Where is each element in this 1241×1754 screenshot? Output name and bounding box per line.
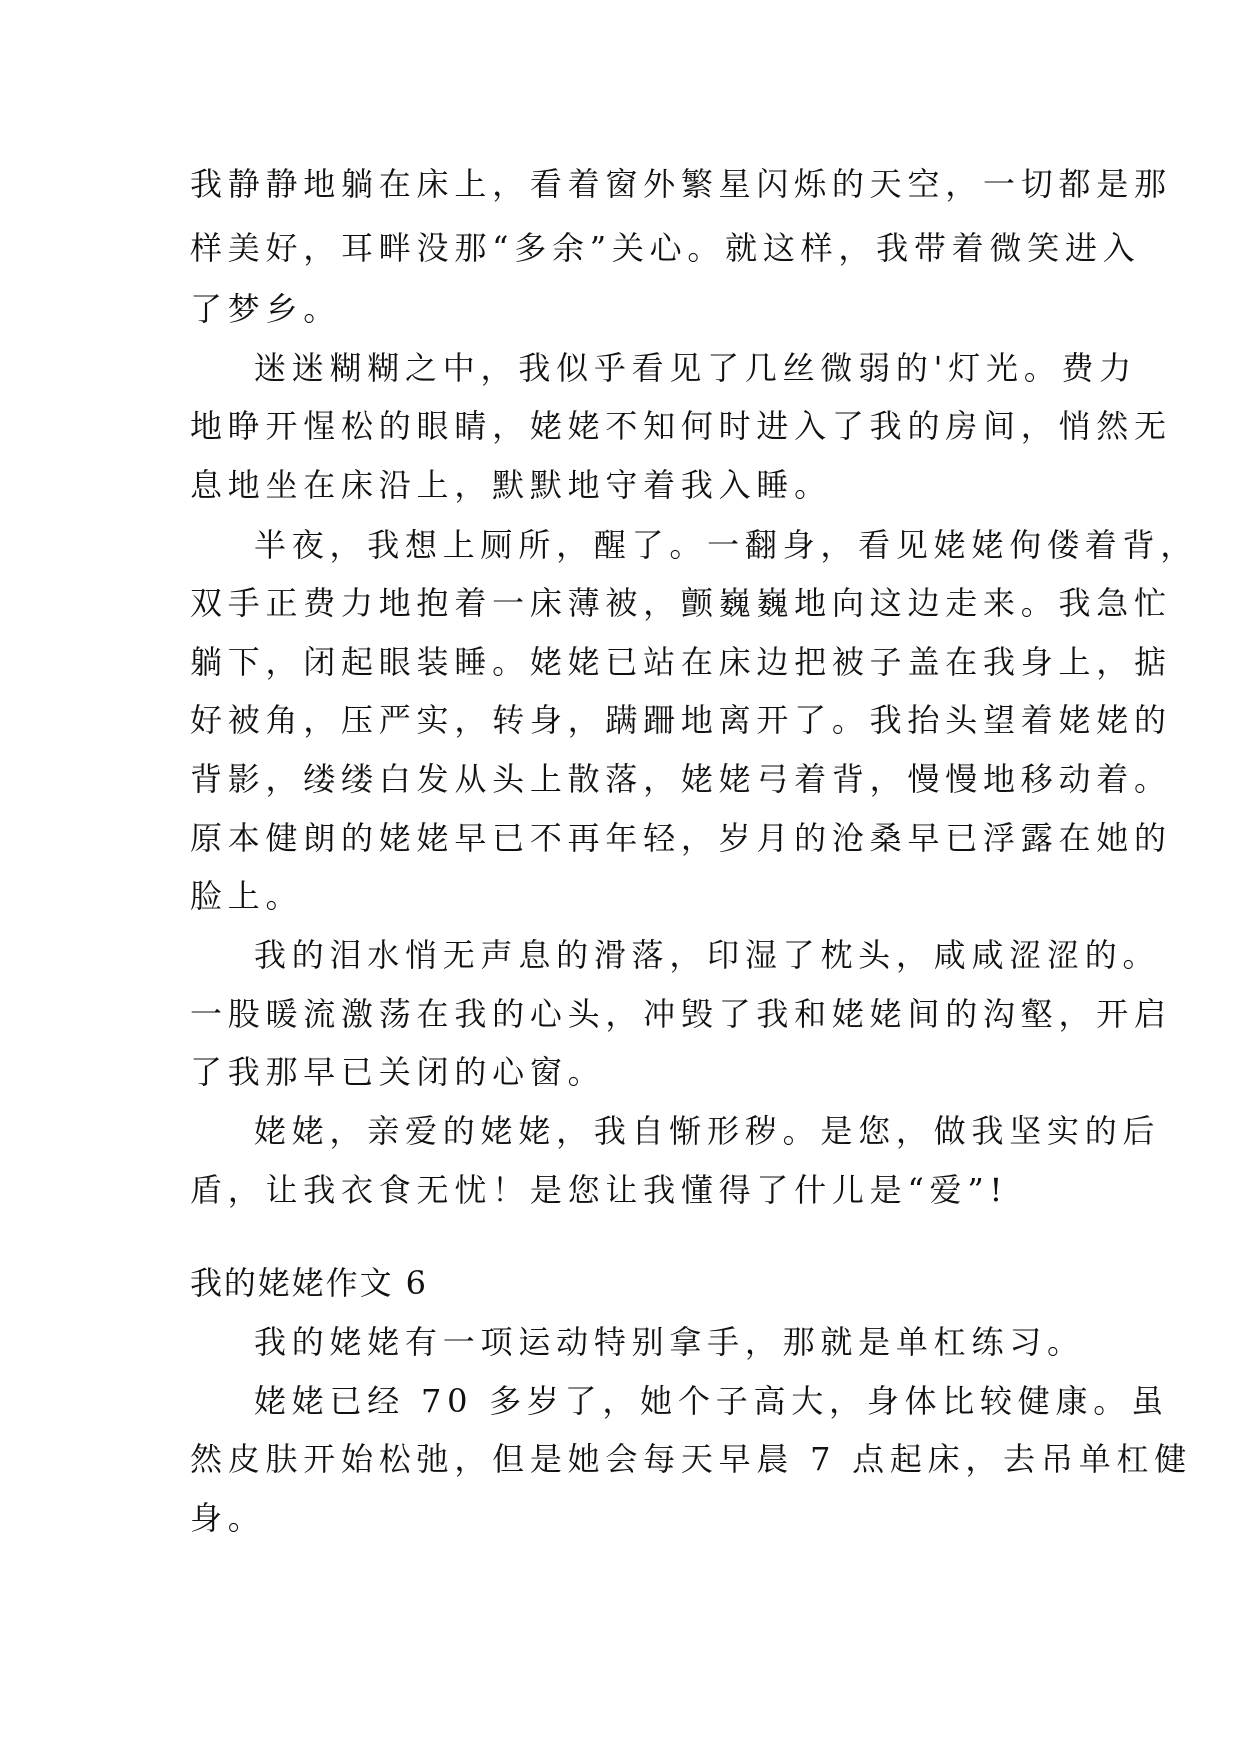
paragraph-line: 双手正费力地抱着一床薄被，颤巍巍地向这边走来。我急忙 bbox=[190, 584, 1172, 622]
paragraph-line: 我静静地躺在床上，看着窗外繁星闪烁的天空，一切都是那 bbox=[190, 165, 1172, 203]
paragraph-line: 好被角，压严实，转身，蹒跚地离开了。我抬头望着姥姥的 bbox=[190, 701, 1172, 739]
paragraph-line: 脸上。 bbox=[190, 877, 304, 915]
paragraph-line: 了我那早已关闭的心窗。 bbox=[190, 1053, 606, 1091]
paragraph-line: 地睁开惺松的眼睛，姥姥不知何时进入了我的房间，悄然无 bbox=[190, 407, 1172, 445]
paragraph-line: 息地坐在床沿上，默默地守着我入睡。 bbox=[190, 466, 832, 504]
paragraph-line: 背影，缕缕白发从头上散落，姥姥弓着背，慢慢地移动着。 bbox=[190, 760, 1172, 798]
paragraph-line: 我的姥姥有一项运动特别拿手，那就是单杠练习。 bbox=[254, 1323, 1085, 1361]
paragraph-line: 一股暖流激荡在我的心头，冲毁了我和姥姥间的沟壑，开启 bbox=[190, 995, 1172, 1033]
paragraph-line: 盾，让我衣食无忧！是您让我懂得了什儿是“爱”! bbox=[190, 1171, 1009, 1209]
paragraph-line: 姥姥已经 70 多岁了，她个子高大，身体比较健康。虽 bbox=[254, 1382, 1169, 1420]
paragraph-line: 了梦乡。 bbox=[190, 290, 342, 328]
paragraph-line: 姥姥，亲爱的姥姥，我自惭形秽。是您，做我坚实的后 bbox=[254, 1112, 1161, 1150]
paragraph-line: 我的泪水悄无声息的滑落，印湿了枕头，咸咸涩涩的。 bbox=[254, 936, 1161, 974]
section-heading: 我的姥姥作文 6 bbox=[190, 1264, 428, 1302]
paragraph-line: 原本健朗的姥姥早已不再年轻，岁月的沧桑早已浮露在她的 bbox=[190, 819, 1172, 857]
paragraph-line: 躺下，闭起眼装睡。姥姥已站在床边把被子盖在我身上，掂 bbox=[190, 643, 1172, 681]
paragraph-line: 样美好，耳畔没那“多余”关心。就这样，我带着微笑进入 bbox=[190, 229, 1141, 267]
paragraph-line: 身。 bbox=[190, 1499, 266, 1537]
paragraph-line: 半夜，我想上厕所，醒了。一翻身，看见姥姥佝偻着背， bbox=[254, 526, 1199, 564]
paragraph-line: 迷迷糊糊之中，我似乎看见了几丝微弱的'灯光。费力 bbox=[254, 349, 1138, 387]
paragraph-line: 然皮肤开始松弛，但是她会每天早晨 7 点起床，去吊单杠健 bbox=[190, 1440, 1192, 1478]
